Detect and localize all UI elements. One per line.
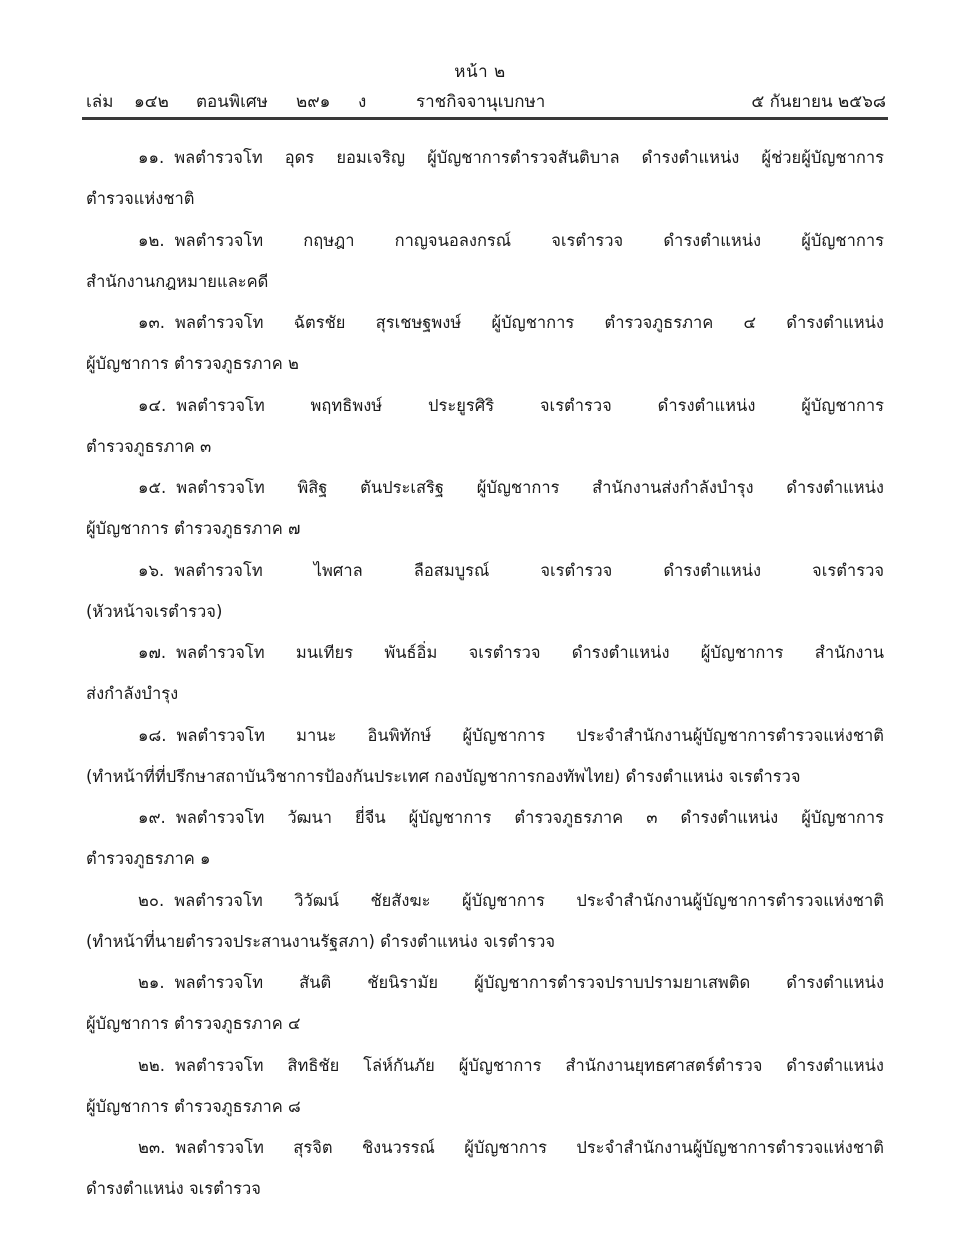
list-item [86, 473, 884, 556]
list-item [86, 391, 884, 474]
section-number: ๒๙๑ [296, 92, 331, 112]
item-number: ๑๒. [138, 230, 165, 250]
item-text-line1: พลตำรวจโท สิทธิชัย โล่ห์กันภัย ผู้บัญชาการ สำนักงานยุทธศาสตร์ตำรวจ ดำรงตำแหน่ง [175, 1055, 884, 1075]
list-item [86, 968, 884, 1051]
item-number: ๑๑. [138, 148, 165, 167]
list-item [86, 1133, 884, 1216]
item-text-line1: พลตำรวจโท วัฒนา ยี่จีน ผู้บัญชาการ ตำรวจภูธรภาค ๓ ดำรงตำแหน่ง ผู้บัญชาการ [175, 808, 884, 827]
item-text-line2: ดำรงตำแหน่ง จเรตำรวจ [86, 1179, 261, 1199]
item-number: ๑๙. [138, 808, 166, 827]
item-text-line1: พลตำรวจโท ไพศาล ลือสมบูรณ์ จเรตำรวจ ดำรงตำแหน่ง จเรตำรวจ [174, 560, 884, 580]
item-text-line1: พลตำรวจโท กฤษฎา กาญจนอลงกรณ์ จเรตำรวจ ดำรงตำแหน่ง ผู้บัญชาการ [174, 230, 884, 250]
list-item [86, 308, 884, 391]
item-number: ๑๓. [138, 313, 165, 332]
item-text-line2: ผู้บัญชาการ ตำรวจภูธรภาค ๗ [86, 519, 301, 539]
item-text-line2: ตำรวจภูธรภาค ๓ [86, 436, 212, 456]
list-item [86, 556, 884, 639]
appointment-list [86, 143, 884, 1216]
item-text-line1: พลตำรวจโท พิสิฐ ตันประเสริฐ ผู้บัญชาการ สำนักงานส่งกำลังบำรุง ดำรงตำแหน่ง [176, 478, 884, 497]
list-item [86, 226, 884, 309]
item-text-line2: สำนักงานกฎหมายและคดี [86, 271, 269, 291]
item-text-line2: ผู้บัญชาการ ตำรวจภูธรภาค ๒ [86, 354, 299, 374]
item-text-line1: พลตำรวจโท สันติ ชัยนิรามัย ผู้บัญชาการตำรวจปราบปรามยาเสพติด ดำรงตำแหน่ง [174, 973, 884, 992]
page-number: หน้า ๒ [454, 62, 506, 82]
item-number: ๑๔. [138, 395, 167, 415]
publication-date: ๕ กันยายน ๒๕๖๘ [751, 92, 886, 112]
item-text-line1: พลตำรวจโท มนเทียร พันธ์อิ่ม จเรตำรวจ ดำรงตำแหน่ง ผู้บัญชาการ สำนักงาน [176, 643, 884, 662]
section-label: ตอนพิเศษ [196, 92, 268, 112]
item-text-line1: พลตำรวจโท ฉัตรชัย สุรเชษฐพงษ์ ผู้บัญชาการ ตำรวจภูธรภาค ๔ ดำรงตำแหน่ง [175, 313, 884, 332]
item-number: ๒๒. [138, 1055, 165, 1075]
item-text-line1: พลตำรวจโท พฤทธิพงษ์ ประยูรศิริ จเรตำรวจ ดำรงตำแหน่ง ผู้บัญชาการ [176, 395, 884, 415]
item-text-line2: ส่งกำลังบำรุง [86, 684, 179, 704]
item-number: ๑๗. [138, 643, 167, 662]
list-item [86, 638, 884, 721]
list-item [86, 721, 884, 804]
item-text-line2: ผู้บัญชาการ ตำรวจภูธรภาค ๔ [86, 1014, 301, 1034]
item-text-line2: (ทำหน้าที่ที่ปรึกษาสถาบันวิชาการป้องกันประเทศ กองบัญชาการกองทัพไทย) ดำรงตำแหน่ง จเรตำรวจ [86, 766, 801, 786]
item-number: ๑๖. [138, 560, 165, 580]
item-number: ๒๑. [138, 973, 165, 992]
item-text-line1: พลตำรวจโท มานะ อินพิทักษ์ ผู้บัญชาการ ประจำสำนักงานผู้บัญชาการตำรวจแห่งชาติ [176, 725, 884, 745]
volume-label: เล่ม [86, 92, 114, 112]
gazette-header [86, 88, 886, 114]
item-number: ๑๕. [138, 478, 167, 497]
item-text-line1: พลตำรวจโท วิวัฒน์ ชัยสังฆะ ผู้บัญชาการ ประจำสำนักงานผู้บัญชาการตำรวจแห่งชาติ [174, 890, 884, 910]
section-letter: ง [358, 92, 367, 112]
item-text-line2: ตำรวจแห่งชาติ [86, 189, 195, 209]
list-item [86, 886, 884, 969]
item-number: ๑๘. [138, 725, 167, 745]
item-number: ๒๓. [138, 1138, 166, 1157]
gazette-name: ราชกิจจานุเบกษา [416, 92, 546, 112]
item-text-line1: พลตำรวจโท อุดร ยอมเจริญ ผู้บัญชาการตำรวจสันติบาล ดำรงตำแหน่ง ผู้ช่วยผู้บัญชาการ [174, 148, 884, 167]
volume-number: ๑๔๒ [134, 92, 169, 112]
item-text-line2: (ทำหน้าที่นายตำรวจประสานงานรัฐสภา) ดำรงตำแหน่ง จเรตำรวจ [86, 931, 556, 951]
list-item [86, 1051, 884, 1134]
item-text-line1: พลตำรวจโท สุรจิต ชิงนวรรณ์ ผู้บัญชาการ ประจำสำนักงานผู้บัญชาการตำรวจแห่งชาติ [175, 1138, 884, 1157]
list-item [86, 803, 884, 886]
item-text-line2: (หัวหน้าจเรตำรวจ) [86, 601, 223, 621]
item-number: ๒๐. [138, 890, 165, 910]
item-text-line2: ผู้บัญชาการ ตำรวจภูธรภาค ๘ [86, 1096, 301, 1116]
list-item [86, 143, 884, 226]
item-text-line2: ตำรวจภูธรภาค ๑ [86, 849, 211, 869]
header-divider [82, 117, 888, 120]
